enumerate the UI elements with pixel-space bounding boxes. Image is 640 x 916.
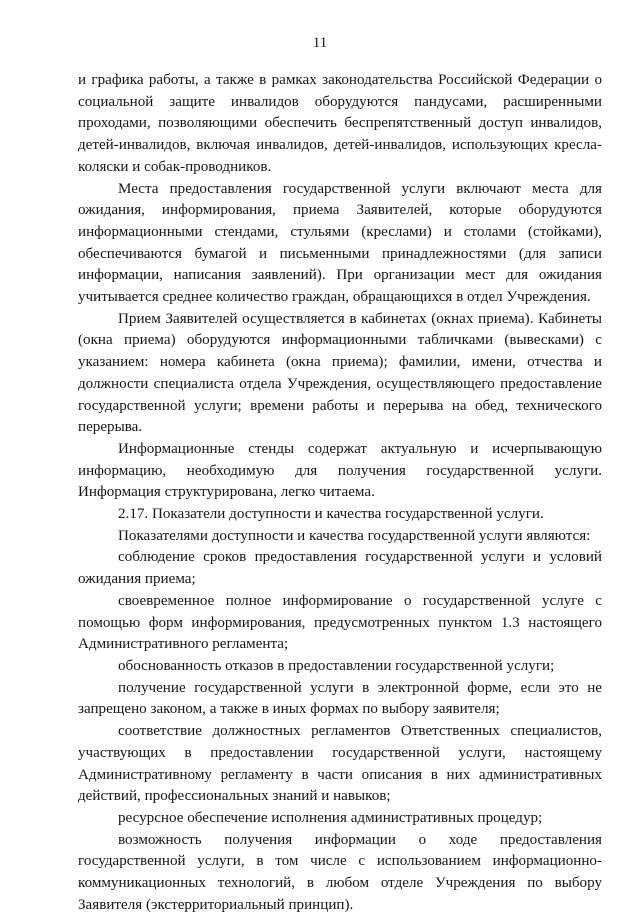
paragraph-indicators-intro: Показателями доступности и качества государственной услуги являются: <box>118 527 591 544</box>
paragraph-information-stands: Информационные стенды содержат актуальную и исчерпывающую информацию, необходимую для получения государственной услуги. Информация структурирована, легко читаема. <box>78 440 602 501</box>
list-item-electronic-form: получение государственной услуги в электронной форме, если это не запрещено законом, а также в иных формах по выбору заявителя; <box>78 679 602 718</box>
paragraph-reception-offices: Прием Заявителей осуществляется в кабинетах (окнах приема). Кабинеты (окна приема) оборудуются информационными табличками (вывесками) с указанием: номера кабинета (окна приема); фамилии, имени, отчества и должности специалиста отдела Учреждения, осуществляющего предоставление государственной услуги; времени работы и перерыва на обед, технического перерыва. <box>78 310 602 436</box>
page-number: 11 <box>312 35 328 51</box>
list-item-informing: своевременное полное информирование о государственной услуге с помощью форм информирования, предусмотренных пунктом 1.3 настоящего Административного регламента; <box>78 592 602 653</box>
document-body <box>78 70 602 916</box>
section-heading-2-17: 2.17. Показатели доступности и качества государственной услуги. <box>118 506 544 523</box>
list-item-refusals: обоснованность отказов в предоставлении государственной услуги; <box>118 657 555 674</box>
paragraph-accessibility-continued: и графика работы, а также в рамках законодательства Российской Федерации о социальной защите инвалидов оборудуются пандусами, расширенными проходами, позволяющими обеспечить беспрепятственный доступ инвалидов, детей-инвалидов, включая инвалидов, детей-инвалидов, использующих кресла-коляски и собак-проводников. <box>78 72 602 175</box>
list-item-regulations-compliance: соответствие должностных регламентов Ответственных специалистов, участвующих в предоставлении государственной услуги, настоящему Административному регламенту в части описания в них административных действий, профессиональных знаний и навыков; <box>78 723 602 805</box>
paragraph-waiting-places: Места предоставления государственной услуги включают места для ожидания, информирования, приема Заявителей, которые оборудуются информационными стендами, стульями (креслами) и столами (стойками), обеспечиваются бумагой и письменными принадлежностями (для записи информации, написания заявлений). При организации мест для ожидания учитывается среднее количество граждан, обращающихся в отдел Учреждения. <box>78 180 602 306</box>
list-item-deadlines: соблюдение сроков предоставления государственной услуги и условий ожидания приема; <box>78 549 602 588</box>
list-item-resources: ресурсное обеспечение исполнения административных процедур; <box>118 809 543 826</box>
list-item-progress-information: возможность получения информации о ходе предоставления государственной услуги, в том числе с использованием информационно-коммуникационных технологий, в любом отделе Учреждения по выбору Заявителя (экстерриториальный принцип). <box>78 831 602 913</box>
